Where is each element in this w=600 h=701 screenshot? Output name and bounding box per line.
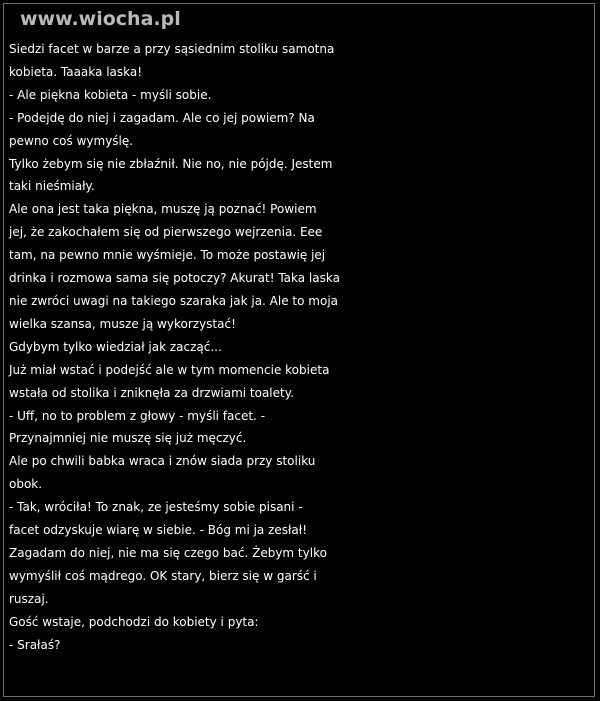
story-line: - Tak, wróciła! To znak, ze jesteśmy sobie pisani -: [9, 500, 303, 515]
joke-text: [9, 38, 594, 656]
story-line: Zagadam do niej, nie ma się czego bać. Żebym tylko: [9, 545, 327, 560]
story-line: Tylko żebym się nie zbłaźnił. Nie no, nie pójdę. Jestem: [9, 156, 333, 171]
site-watermark: www.wiocha.pl: [20, 8, 181, 30]
story-line: - Ale piękna kobieta - myśli sobie.: [9, 87, 212, 102]
story-line: Ale po chwili babka wraca i znów siada przy stoliku: [9, 454, 316, 469]
story-line: nie zwróci uwagi na takiego szaraka jak ja. Ale to moja: [9, 293, 339, 308]
story-line: - Podejdę do niej i zagadam. Ale co jej powiem? Na: [9, 110, 315, 125]
story-line: - Srałaś?: [9, 637, 61, 652]
story-line: wymyślił coś mądrego. OK stary, bierz się w garść i: [9, 568, 317, 583]
story-line: jej, że zakochałem się od pierwszego wejrzenia. Eee: [9, 225, 323, 240]
story-line: Gość wstaje, podchodzi do kobiety i pyta:: [9, 614, 259, 629]
story-line: kobieta. Taaaka laska!: [9, 64, 143, 79]
story-line: Gdybym tylko wiedział jak zacząć...: [9, 339, 222, 354]
story-line: wielka szansa, musze ją wykorzystać!: [9, 316, 236, 331]
story-line: obok.: [9, 477, 43, 492]
story-line: Już miał wstać i podejść ale w tym momencie kobieta: [9, 362, 330, 377]
story-line: Przynajmniej nie muszę się już męczyć.: [9, 431, 247, 446]
story-line: taki nieśmiały.: [9, 179, 95, 194]
story-line: wstała od stolika i zniknęła za drzwiami toalety.: [9, 385, 294, 400]
story-line: facet odzyskuje wiarę w siebie. - Bóg mi ja zesłał!: [9, 523, 308, 538]
story-line: pewno coś wymyślę.: [9, 133, 134, 148]
story-line: tam, na pewno mnie wyśmieje. To może postawię jej: [9, 248, 326, 263]
story-line: - Uff, no to problem z głowy - myśli facet. -: [9, 408, 266, 423]
story-line: drinka i rozmowa sama się potoczy? Akurat! Taka laska: [9, 271, 340, 286]
story-line: Ale ona jest taka piękna, muszę ją poznać! Powiem: [9, 202, 317, 217]
story-line: ruszaj.: [9, 591, 49, 606]
story-line: Siedzi facet w barze a przy sąsiednim stoliku samotna: [9, 42, 335, 56]
